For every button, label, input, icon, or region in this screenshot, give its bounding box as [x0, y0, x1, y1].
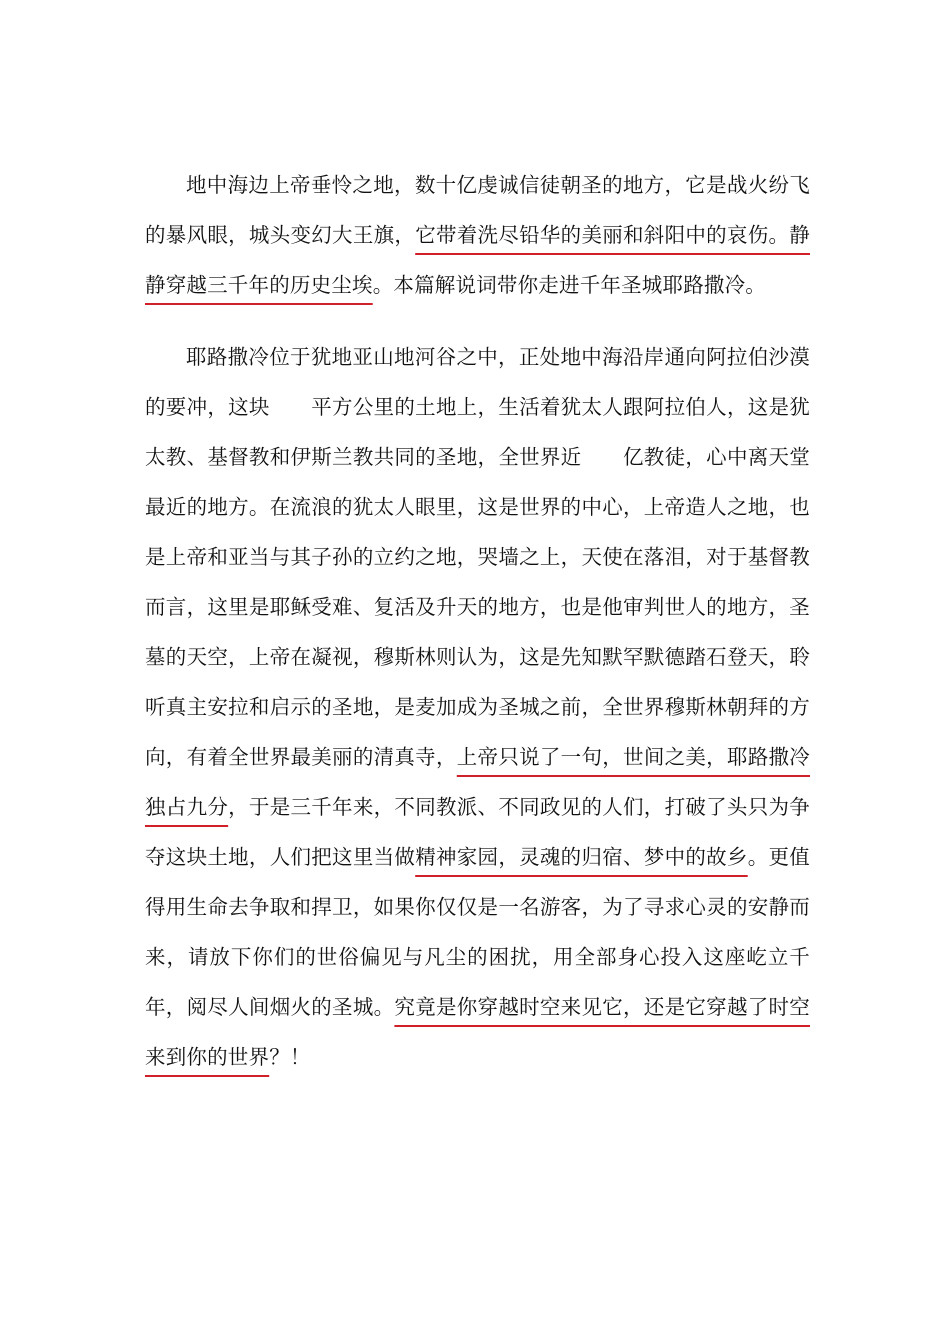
- underlined-phrase: 上帝只说了一句，世间之美，耶路撒冷独占九分: [145, 745, 811, 819]
- text-segment: 。更值得用生命去争取和捍卫，如果你仅仅是一名游客，为了寻求心灵的安静而来，请放下你们的世俗偏见与凡尘的困扰，用全部身心投入这座屹立千年，阅尽人间烟火的圣城。: [145, 845, 810, 1019]
- underlined-phrase: 究竟是你穿越时空来见它，还是它穿越了时空来到你的世界: [145, 995, 810, 1069]
- underlined-phrase: 精神家园，灵魂的归宿、梦中的故乡: [415, 845, 748, 869]
- document-body: [145, 160, 810, 1082]
- underlined-phrase: 它带着洗尽铅华的美丽和斜阳中的哀伤。静静穿越三千年的历史尘埃: [145, 223, 810, 297]
- text-segment: 耶路撒冷位于犹地亚山地河谷之中，正处地中海沿岸通向阿拉伯沙漠的要冲，这块 平方公里的土地上，生活着犹太人跟阿拉伯人，这是犹太教、基督教和伊斯兰教共同的圣地，全世界近 亿教徒，心中离天堂最近的地方。在流浪的犹太人眼里，这是世界的中心，上帝造人之地，也是上帝和亚当与其子孙的立约之地，哭墙之上，天使在落泪，对于基督教而言，这里是耶稣受难、复活及升天的地方，也是他审判世人的地方，圣墓的天空，上帝在凝视，穆斯林则认为，这是先知默罕默德踏石登天，聆听真主安拉和启示的圣地，是麦加成为圣城之前，全世界穆斯林朝拜的方向，有着全世界最美丽的清真寺，: [145, 345, 810, 769]
- text-segment: ，于是三千年来，不同教派、不同政见的人们，打破了头只为争夺这块土地，人们把这里当做: [145, 795, 810, 869]
- text-segment: 。本篇解说词带你走进千年圣城耶路撒冷。: [372, 273, 767, 297]
- paragraph-main: [145, 332, 810, 1082]
- paragraph-intro: [145, 160, 810, 310]
- text-segment: ？！: [269, 1045, 311, 1069]
- text-segment: 地中海边上帝垂怜之地，数十亿虔诚信徒朝圣的地方，它是战火纷飞的暴风眼，城头变幻大王旗，: [145, 173, 810, 247]
